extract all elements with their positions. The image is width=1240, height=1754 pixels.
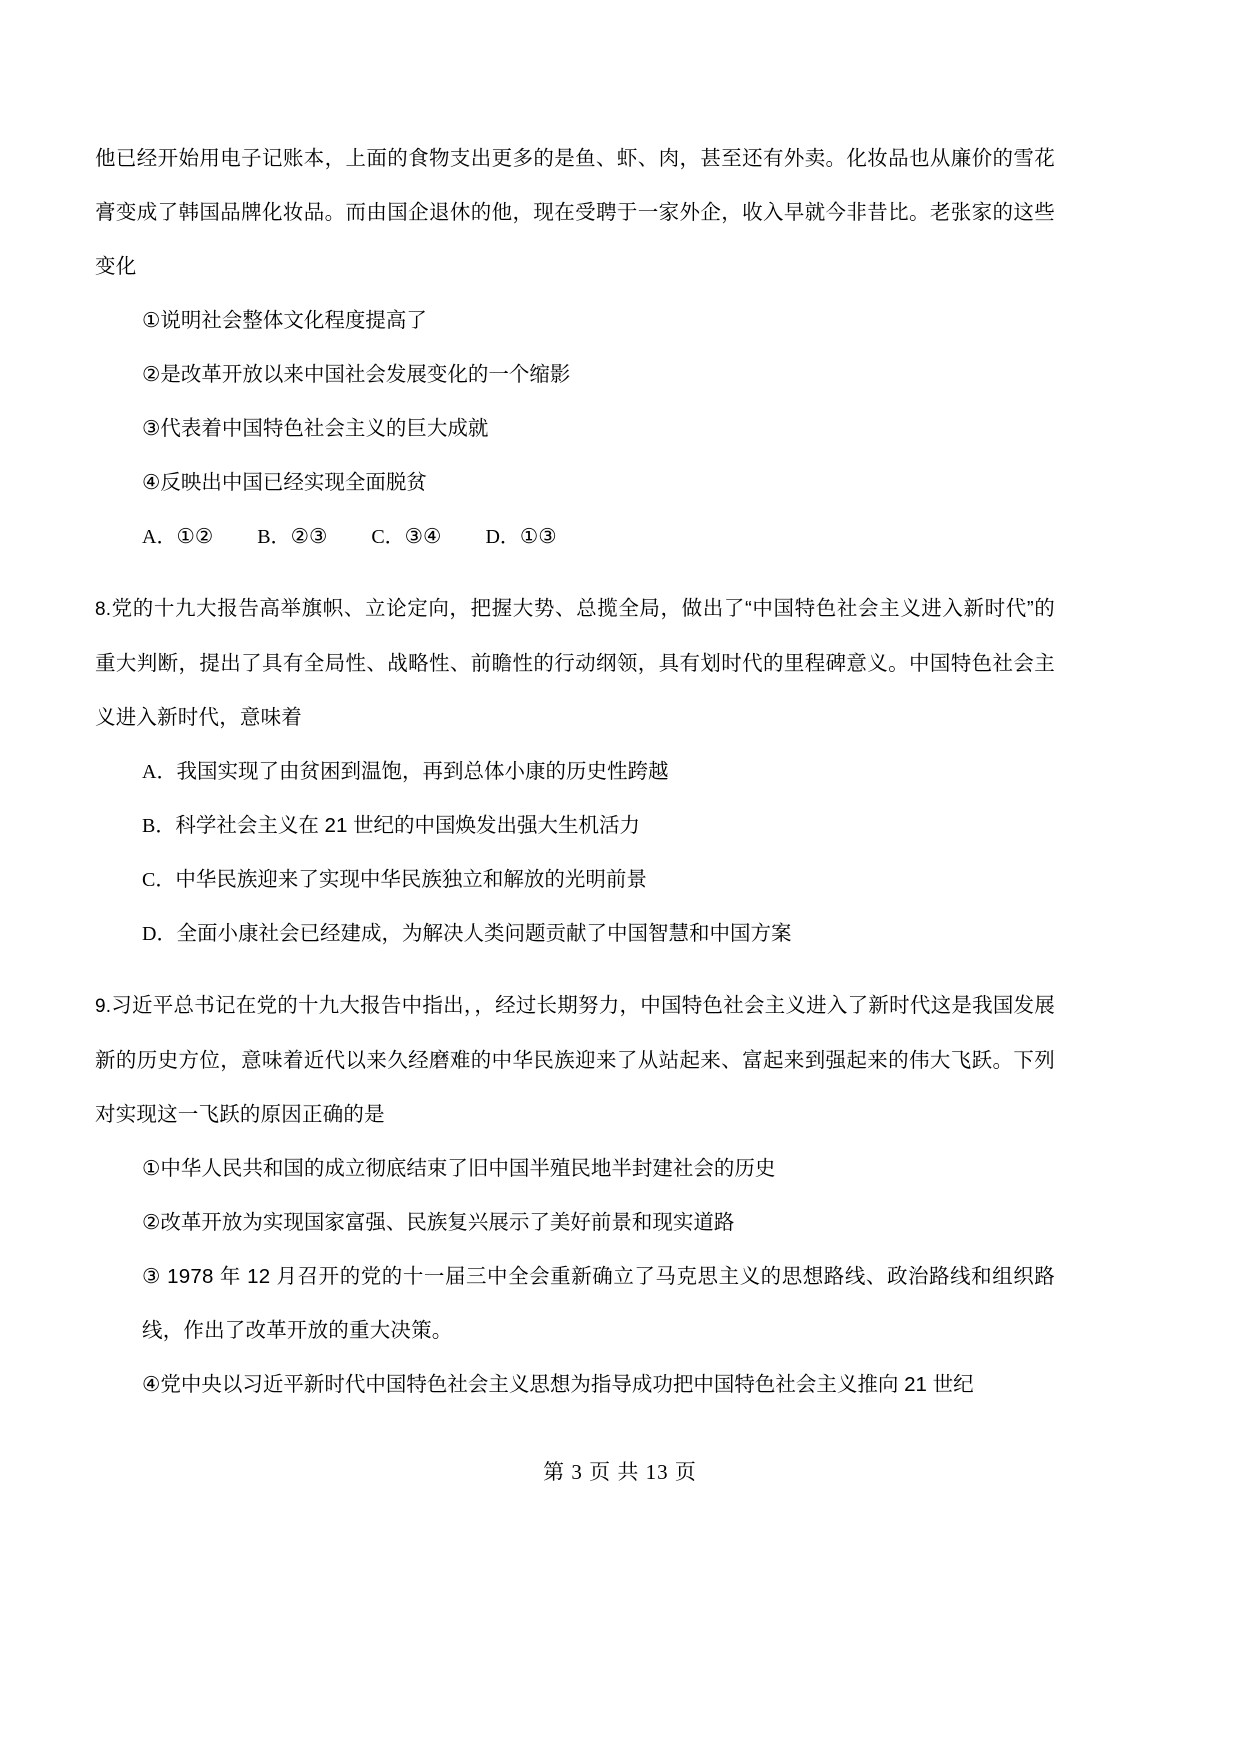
question-8-choice-c — [95, 853, 1055, 907]
question-7-item-2: ②是改革开放以来中国社会发展变化的一个缩影 — [142, 363, 571, 386]
question-8-choice-c-text: 中华民族迎来了实现中华民族独立和解放的光明前景 — [175, 868, 647, 891]
question-7-choice-b-label: B． — [257, 526, 291, 548]
question-7-choice-a-text: ①② — [176, 525, 214, 548]
question-9-stem — [95, 979, 1055, 1142]
question-8-choice-c-label: C． — [142, 869, 176, 891]
question-8-choice-b — [95, 799, 1055, 853]
question-7-choice-c-label: C． — [371, 526, 405, 548]
question-9-number: 9. — [95, 996, 112, 1017]
question-8-number: 8. — [95, 599, 112, 620]
question-8-choice-a — [95, 745, 1055, 799]
question-8-choice-a-text: 我国实现了由贫困到温饱，再到总体小康的历史性跨越 — [176, 760, 669, 783]
question-9-stem-text: 习近平总书记在党的十九大报告中指出，，经过长期努力，中国特色社会主义进入了新时代这是我国发展新的历史方位，意味着近代以来久经磨难的中华民族迎来了从站起来、富起来到强起来的伟大飞跃。下列对实现这一飞跃的原因正确的是 — [95, 994, 1055, 1126]
footer-suffix: 页 — [674, 1460, 697, 1484]
question-7-choice-a-label: A． — [142, 526, 177, 548]
question-7-item-1: ①说明社会整体文化程度提高了 — [142, 309, 427, 332]
question-9-item-4: ④党中央以习近平新时代中国特色社会主义思想为指导成功把中国特色社会主义推向 21 世纪 — [142, 1373, 974, 1396]
question-9-item-2: ②改革开放为实现国家富强、民族复兴展示了美好前景和现实道路 — [142, 1211, 735, 1234]
question-7-choice-d-label: D． — [485, 526, 520, 548]
question-9-item-3: ③ 1978 年 12 月召开的党的十一届三中全会重新确立了马克思主义的思想路线、政治路线和组织路线，作出了改革开放的重大决策。 — [142, 1265, 1055, 1342]
footer-prefix: 第 — [543, 1460, 566, 1484]
question-7-item-3: ③代表着中国特色社会主义的巨大成就 — [142, 417, 489, 440]
question-8-choice-b-label: B． — [142, 815, 176, 837]
question-7-choice-b-text: ②③ — [290, 525, 328, 548]
question-8-choice-b-text: 科学社会主义在 21 世纪的中国焕发出强大生机活力 — [175, 814, 641, 837]
page-footer — [0, 1456, 1240, 1486]
question-7-choice-c-text: ③④ — [404, 525, 442, 548]
footer-middle: 页 共 — [589, 1460, 640, 1484]
question-8-choice-d-label: D． — [142, 923, 177, 945]
question-8-stem — [95, 582, 1055, 745]
question-9-item-1: ①中华人民共和国的成立彻底结束了旧中国半殖民地半封建社会的历史 — [142, 1157, 776, 1180]
footer-total-pages: 13 — [645, 1460, 669, 1484]
question-8-choice-d — [95, 907, 1055, 961]
question-7-item-4: ④反映出中国已经实现全面脱贫 — [142, 471, 427, 494]
footer-current-page: 3 — [571, 1460, 583, 1484]
question-7-choices-row — [95, 510, 1055, 564]
question-7-choice-d-text: ①③ — [519, 525, 557, 548]
question-7-continuation-paragraph: 他已经开始用电子记账本，上面的食物支出更多的是鱼、虾、肉，甚至还有外卖。化妆品也从廉价的雪花膏变成了韩国品牌化妆品。而由国企退休的他，现在受聘于一家外企，收入早就今非昔比。老张家的这些变化 — [95, 147, 1055, 278]
question-8-stem-text: 党的十九大报告高举旗帜、立论定向，把握大势、总揽全局，做出了“中国特色社会主义进入新时代”的重大判断，提出了具有全局性、战略性、前瞻性的行动纲领，具有划时代的里程碑意义。中国特色社会主义进入新时代，意味着 — [95, 597, 1055, 729]
question-8-choice-a-label: A． — [142, 761, 177, 783]
question-8-choice-d-text: 全面小康社会已经建成，为解决人类问题贡献了中国智慧和中国方案 — [176, 922, 792, 945]
